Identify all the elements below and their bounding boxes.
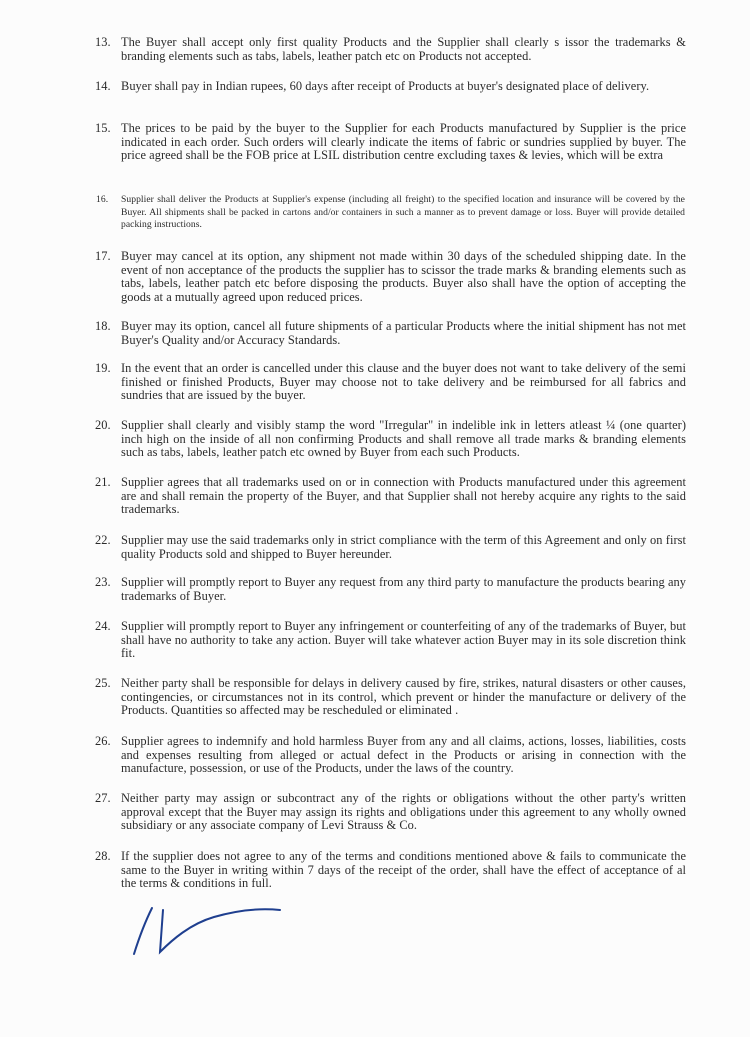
clause-number: 17. <box>95 249 111 263</box>
clause-number: 16. <box>96 194 109 205</box>
clause-text: Supplier may use the said trademarks only in strict compliance with the term of this Agreement and only on first quality Products sold and shipped to Buyer hereunder. <box>121 533 686 561</box>
clause-number: 25. <box>95 676 111 690</box>
clause-number: 24. <box>95 619 111 633</box>
clause-number: 21. <box>95 475 111 489</box>
clause-text: If the supplier does not agree to any of the terms and conditions mentioned above & fails to communicate the same to the Buyer in writing within 7 days of the receipt of the order, shall have the effect of acceptance of al the terms & conditions in full. <box>121 849 686 890</box>
clause-number: 20. <box>95 418 111 432</box>
clause-number: 13. <box>95 35 111 49</box>
clause-text: Supplier shall clearly and visibly stamp the word "Irregular" in indelible ink in letters atleast ¼ (one quarter) inch high on the inside of all non confirming Products and shall remove all trade marks & branding elements such as tabs, labels, leather patch etc owned by Buyer from each such Products. <box>121 418 686 459</box>
clause-text: Buyer shall pay in Indian rupees, 60 days after receipt of Products at buyer's designated place of delivery. <box>121 79 650 93</box>
clause-number: 18. <box>95 319 111 333</box>
clause-text: Neither party may assign or subcontract any of the rights or obligations without the other party's written approval except that the Buyer may assign its rights and obligations under this agreement to any wholly owned subsidiary or any associate company of Levi Strauss & Co. <box>121 791 686 832</box>
clause-text: Supplier will promptly report to Buyer any request from any third party to manufacture the products bearing any trademarks of Buyer. <box>121 575 686 603</box>
clause-number: 15. <box>95 121 111 135</box>
signature-stroke <box>160 909 280 952</box>
handwritten-signature <box>128 898 288 960</box>
clause-text: The prices to be paid by the buyer to the Supplier for each Products manufactured by Supplier is the price indicated in each order. Such orders will clearly indicate the items of fabric or sundries supplied by buyer. The price agreed shall be the FOB price at LSIL distribution centre excluding taxes & levies, which will be extra <box>121 121 686 162</box>
clause-number: 27. <box>95 791 111 805</box>
clause-text: Neither party shall be responsible for delays in delivery caused by fire, strikes, natural disasters or other causes, contingencies, or circumstances not in its control, which prevent or hinder the manufacture or delivery of the Products. Quantities so affected may be rescheduled or eliminated . <box>121 676 686 717</box>
clause-text: Supplier agrees that all trademarks used on or in connection with Products manufactured under this agreement are and shall remain the property of the Buyer, and that Supplier shall not hereby acquire any rights to the said trademarks. <box>121 475 686 516</box>
clause-number: 23. <box>95 575 111 589</box>
clause-text: Supplier will promptly report to Buyer any infringement or counterfeiting of any of the trademarks of Buyer, but shall have no authority to take any action. Buyer will take whatever action Buyer may in its sole discretion think fit. <box>121 619 686 660</box>
clause-number: 28. <box>95 849 111 863</box>
clause-number: 19. <box>95 361 111 375</box>
clause-text: Buyer may cancel at its option, any shipment not made within 30 days of the scheduled shipping date. In the event of non acceptance of the products the supplier has to scissor the trade marks & branding elements such as tabs, labels, leather patch etc before disposing the products. Buyer also shall have the option of accepting the goods at a mutually agreed upon reduced prices. <box>121 249 686 304</box>
signature-stroke <box>134 908 152 954</box>
clause-text: Buyer may its option, cancel all future shipments of a particular Products where the initial shipment has not met Buyer's Quality and/or Accuracy Standards. <box>121 319 686 347</box>
clause-text: Supplier agrees to indemnify and hold harmless Buyer from any and all claims, actions, losses, liabilities, costs and expenses resulting from alleged or actual defect in the Products or arising in connection with the manufacture, possession, or use of the Products, under the laws of the country. <box>121 734 686 775</box>
clause-text: The Buyer shall accept only first quality Products and the Supplier shall clearly s issor the trademarks & branding elements such as tabs, labels, leather patch etc on Products not accepted. <box>121 35 686 63</box>
clause-number: 14. <box>95 79 111 93</box>
clause-text: Supplier shall deliver the Products at Supplier's expense (including all freight) to the specified location and insurance will be covered by the Buyer. All shipments shall be packed in cartons and/or containers in such a manner as to prevent damage or loss. Buyer will provide detailed packing instructions. <box>121 194 685 231</box>
clause-number: 22. <box>95 533 111 547</box>
clause-text: In the event that an order is cancelled under this clause and the buyer does not want to take delivery of the semi finished or finished Products, Buyer may choose not to take delivery and be reimbursed for all fabrics and sundries that are issued by the buyer. <box>121 361 686 402</box>
clause-number: 26. <box>95 734 111 748</box>
